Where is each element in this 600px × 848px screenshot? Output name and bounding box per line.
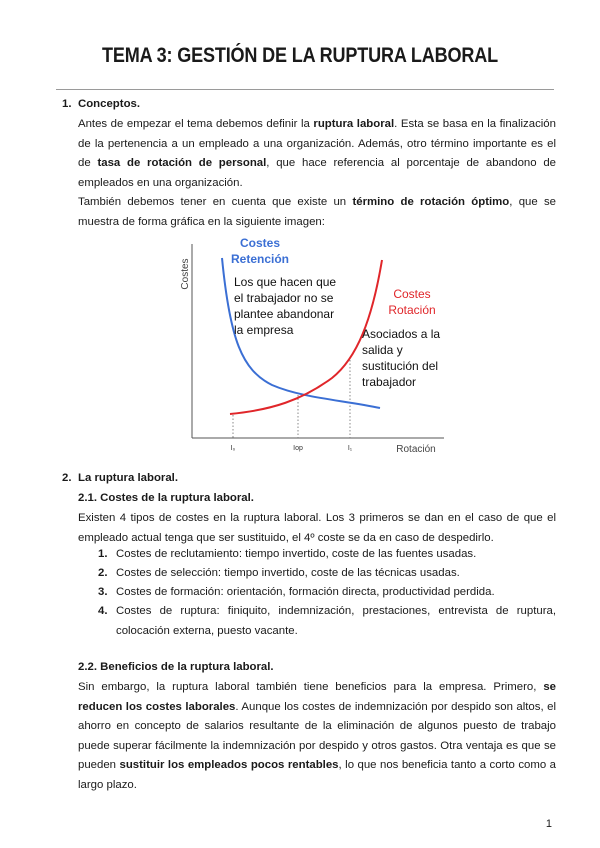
list-item-number: 3. [98, 586, 108, 598]
text-run: Sin embargo, la ruptura laboral también tiene beneficios para la empresa. Primero, [78, 681, 544, 693]
list-item-number: 4. [98, 605, 108, 617]
x-tick-label: Iop [293, 445, 303, 452]
subsection-2-1-heading: 2.1. Costes de la ruptura laboral. [78, 492, 254, 504]
retention-annotation-line: plantee abandonar [234, 307, 335, 321]
text-run: Antes de empezar el tema debemos definir la [78, 118, 314, 130]
rotation-series-label: Rotación [388, 303, 436, 317]
bold-term: ruptura laboral [313, 118, 395, 130]
list-item-number: 1. [98, 548, 108, 560]
retention-annotation-line: el trabajador no se [234, 291, 334, 305]
section-1-title: Conceptos. [78, 98, 141, 110]
section-1-paragraph-1 [78, 115, 556, 193]
x-tick-label: I₀ [230, 445, 236, 452]
y-axis-label: Costes [180, 258, 191, 290]
retention-annotation-line: Los que hacen que [234, 275, 337, 289]
text-run: , lo que nos beneficia tanto a corto como a largo plazo. [78, 759, 556, 791]
rotation-series-label: Costes [393, 287, 431, 301]
section-1-number: 1. [62, 98, 72, 110]
list-item-number: 2. [98, 567, 108, 579]
section-1-heading [62, 98, 140, 110]
section-2-2-paragraph [78, 678, 556, 795]
list-item [98, 545, 556, 565]
title-divider [56, 89, 554, 90]
bold-term: tasa de rotación de personal [97, 157, 267, 169]
list-item-text: Costes de ruptura: finiquito, indemnización, prestaciones, entrevista de ruptura, colocación externa, puesto vacante. [116, 605, 556, 637]
page-title: TEMA 3: GESTIÓN DE LA RUPTURA LABORAL [102, 44, 498, 67]
text-run: , que se muestra de forma gráfica en la siguiente imagen: [78, 196, 557, 228]
rotation-annotation-line: sustitución del [362, 359, 439, 373]
text-run: . Esta se basa en la finalización de la pertenencia a un empleado a una organización. Además, otro término importante es el de [78, 118, 556, 169]
section-2-heading [62, 472, 178, 484]
list-item [98, 564, 556, 584]
retention-annotation-line: la empresa [234, 323, 294, 337]
section-2-number: 2. [62, 472, 72, 484]
rotation-annotation-line: trabajador [362, 375, 417, 389]
rotation-annotation-line: salida y [362, 343, 403, 357]
list-item-text: Costes de selección: tiempo invertido, coste de las técnicas usadas. [116, 567, 460, 579]
bold-term: se reducen los costes laborales [78, 681, 556, 713]
rotation-cost-chart [172, 230, 452, 458]
list-item [98, 583, 556, 603]
list-item-text: Costes de formación: orientación, formación directa, productividad perdida. [116, 586, 495, 598]
section-2-title: La ruptura laboral. [78, 472, 179, 484]
x-tick-label: I₁ [347, 445, 353, 452]
list-item-text: Costes de reclutamiento: tiempo invertido, coste de las fuentes usadas. [116, 548, 477, 560]
bold-term: término de rotación óptimo [352, 196, 510, 208]
retention-series-label: Retención [230, 252, 290, 266]
bold-term: sustituir los empleados pocos rentables [119, 759, 339, 771]
retention-series-label: Costes [239, 236, 281, 250]
page-number: 1 [545, 818, 552, 830]
section-2-1-paragraph: Existen 4 tipos de costes en la ruptura laboral. Los 3 primeros se dan en el caso de que el empleado actual tenga que ser sustituido, el 4º coste se da en caso de despedirlo. [78, 512, 556, 544]
x-axis-label: Rotación [396, 444, 436, 455]
list-item [98, 602, 556, 641]
rotation-annotation-line: Asociados a la [362, 327, 441, 341]
text-run: , que hace referencia al porcentaje de abandono de empleados en una organización. [78, 157, 557, 189]
section-1-paragraph-2 [78, 193, 556, 232]
text-run: También debemos tener en cuenta que existe un [78, 196, 353, 208]
subsection-2-2-heading: 2.2. Beneficios de la ruptura laboral. [78, 661, 274, 673]
text-run: . Aunque los costes de indemnización por despido son altos, el ahorro en concepto de salarios resultante de la eliminación de algunos puesto de trabajo puede superar fácilmente la indemnización por despido y otros gastos. Otra ventaja es que se pueden [78, 700, 556, 771]
